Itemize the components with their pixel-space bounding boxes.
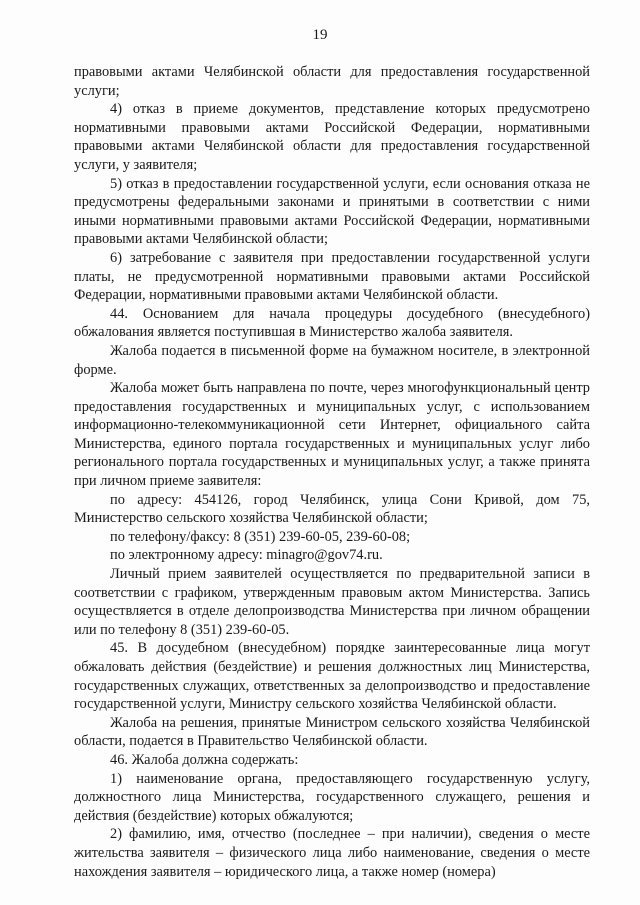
paragraph-email: по электронному адресу: minagro@gov74.ru. [110, 547, 383, 564]
paragraph-item-1: 1) наименование органа, предоставляющего государственную услугу, должностного лица Министерства, государственного служащего, решения и действия (бездействие) которых обжалуются; [74, 770, 590, 824]
paragraph-minister-complaint: Жалоба на решения, принятые Министром сельского хозяйства Челябинской области, подается в Правительство Челябинской области. [74, 714, 590, 750]
paragraph-complaint-channels: Жалоба может быть направлена по почте, через многофункциональный центр предоставления государственных и муниципальных услуг, с использованием информационно-телекоммуникационной сети Интернет, официального сайта Министерства, единого портала государственных и муниципальных услуг либо регионального портала государственных и муниципальных услуг, а также принята при личном приеме заявителя: [74, 380, 590, 490]
page-number: 19 [312, 27, 328, 43]
document-body [74, 63, 590, 881]
paragraph-phone: по телефону/факсу: 8 (351) 239-60-05, 239-60-08; [110, 528, 411, 545]
paragraph-item-6: 6) затребование с заявителя при предоставлении государственной услуги платы, не предусмотренной нормативными правовыми актами Российской Федерации, нормативными правовыми актами Челябинской области. [74, 249, 590, 304]
paragraph-clause-46: 46. Жалоба должна содержать: [110, 751, 299, 768]
paragraph-complaint-form: Жалоба подается в письменной форме на бумажном носителе, в электронной форме. [74, 342, 590, 378]
paragraph-clause-45: 45. В досудебном (внесудебном) порядке заинтересованные лица могут обжаловать действия (бездействие) и решения должностных лиц Министерства, государственных служащих, ответственных за делопроизводство и предоставление государственной услуги, Министру сельского хозяйства Челябинской области. [74, 640, 590, 713]
paragraph-personal-reception: Личный прием заявителей осуществляется по предварительной записи в соответствии с графиком, утвержденным правовым актом Министерства. Запись осуществляется в отделе делопроизводства Министерства при личном обращении или по телефону 8 (351) 239-60-05. [74, 566, 590, 638]
paragraph-address: по адресу: 454126, город Челябинск, улица Сони Кривой, дом 75, Министерство сельского хозяйства Челябинской области; [74, 491, 590, 527]
paragraph-clause-44: 44. Основанием для начала процедуры досудебного (внесудебного) обжалования является поступившая в Министерство жалоба заявителя. [74, 305, 590, 341]
paragraph-item-4: 4) отказ в приеме документов, представление которых предусмотрено нормативными правовыми актами Российской Федерации, нормативными правовыми актами Челябинской области для предоставления государственной услуги, у заявителя; [74, 101, 590, 173]
paragraph-item-5: 5) отказ в предоставлении государственной услуги, если основания отказа не предусмотрены федеральными законами и принятыми в соответствии с ними иными нормативными правовыми актами Российской Федерации, нормативными правовыми актами Челябинской области; [74, 175, 590, 248]
paragraph-item-2: 2) фамилию, имя, отчество (последнее – при наличии), сведения о месте жительства заявителя – физического лица либо наименование, сведения о месте нахождения заявителя – юридического лица, а также номер (номера) [74, 826, 590, 880]
paragraph-continuation: правовыми актами Челябинской области для предоставления государственной услуги; [74, 64, 590, 99]
